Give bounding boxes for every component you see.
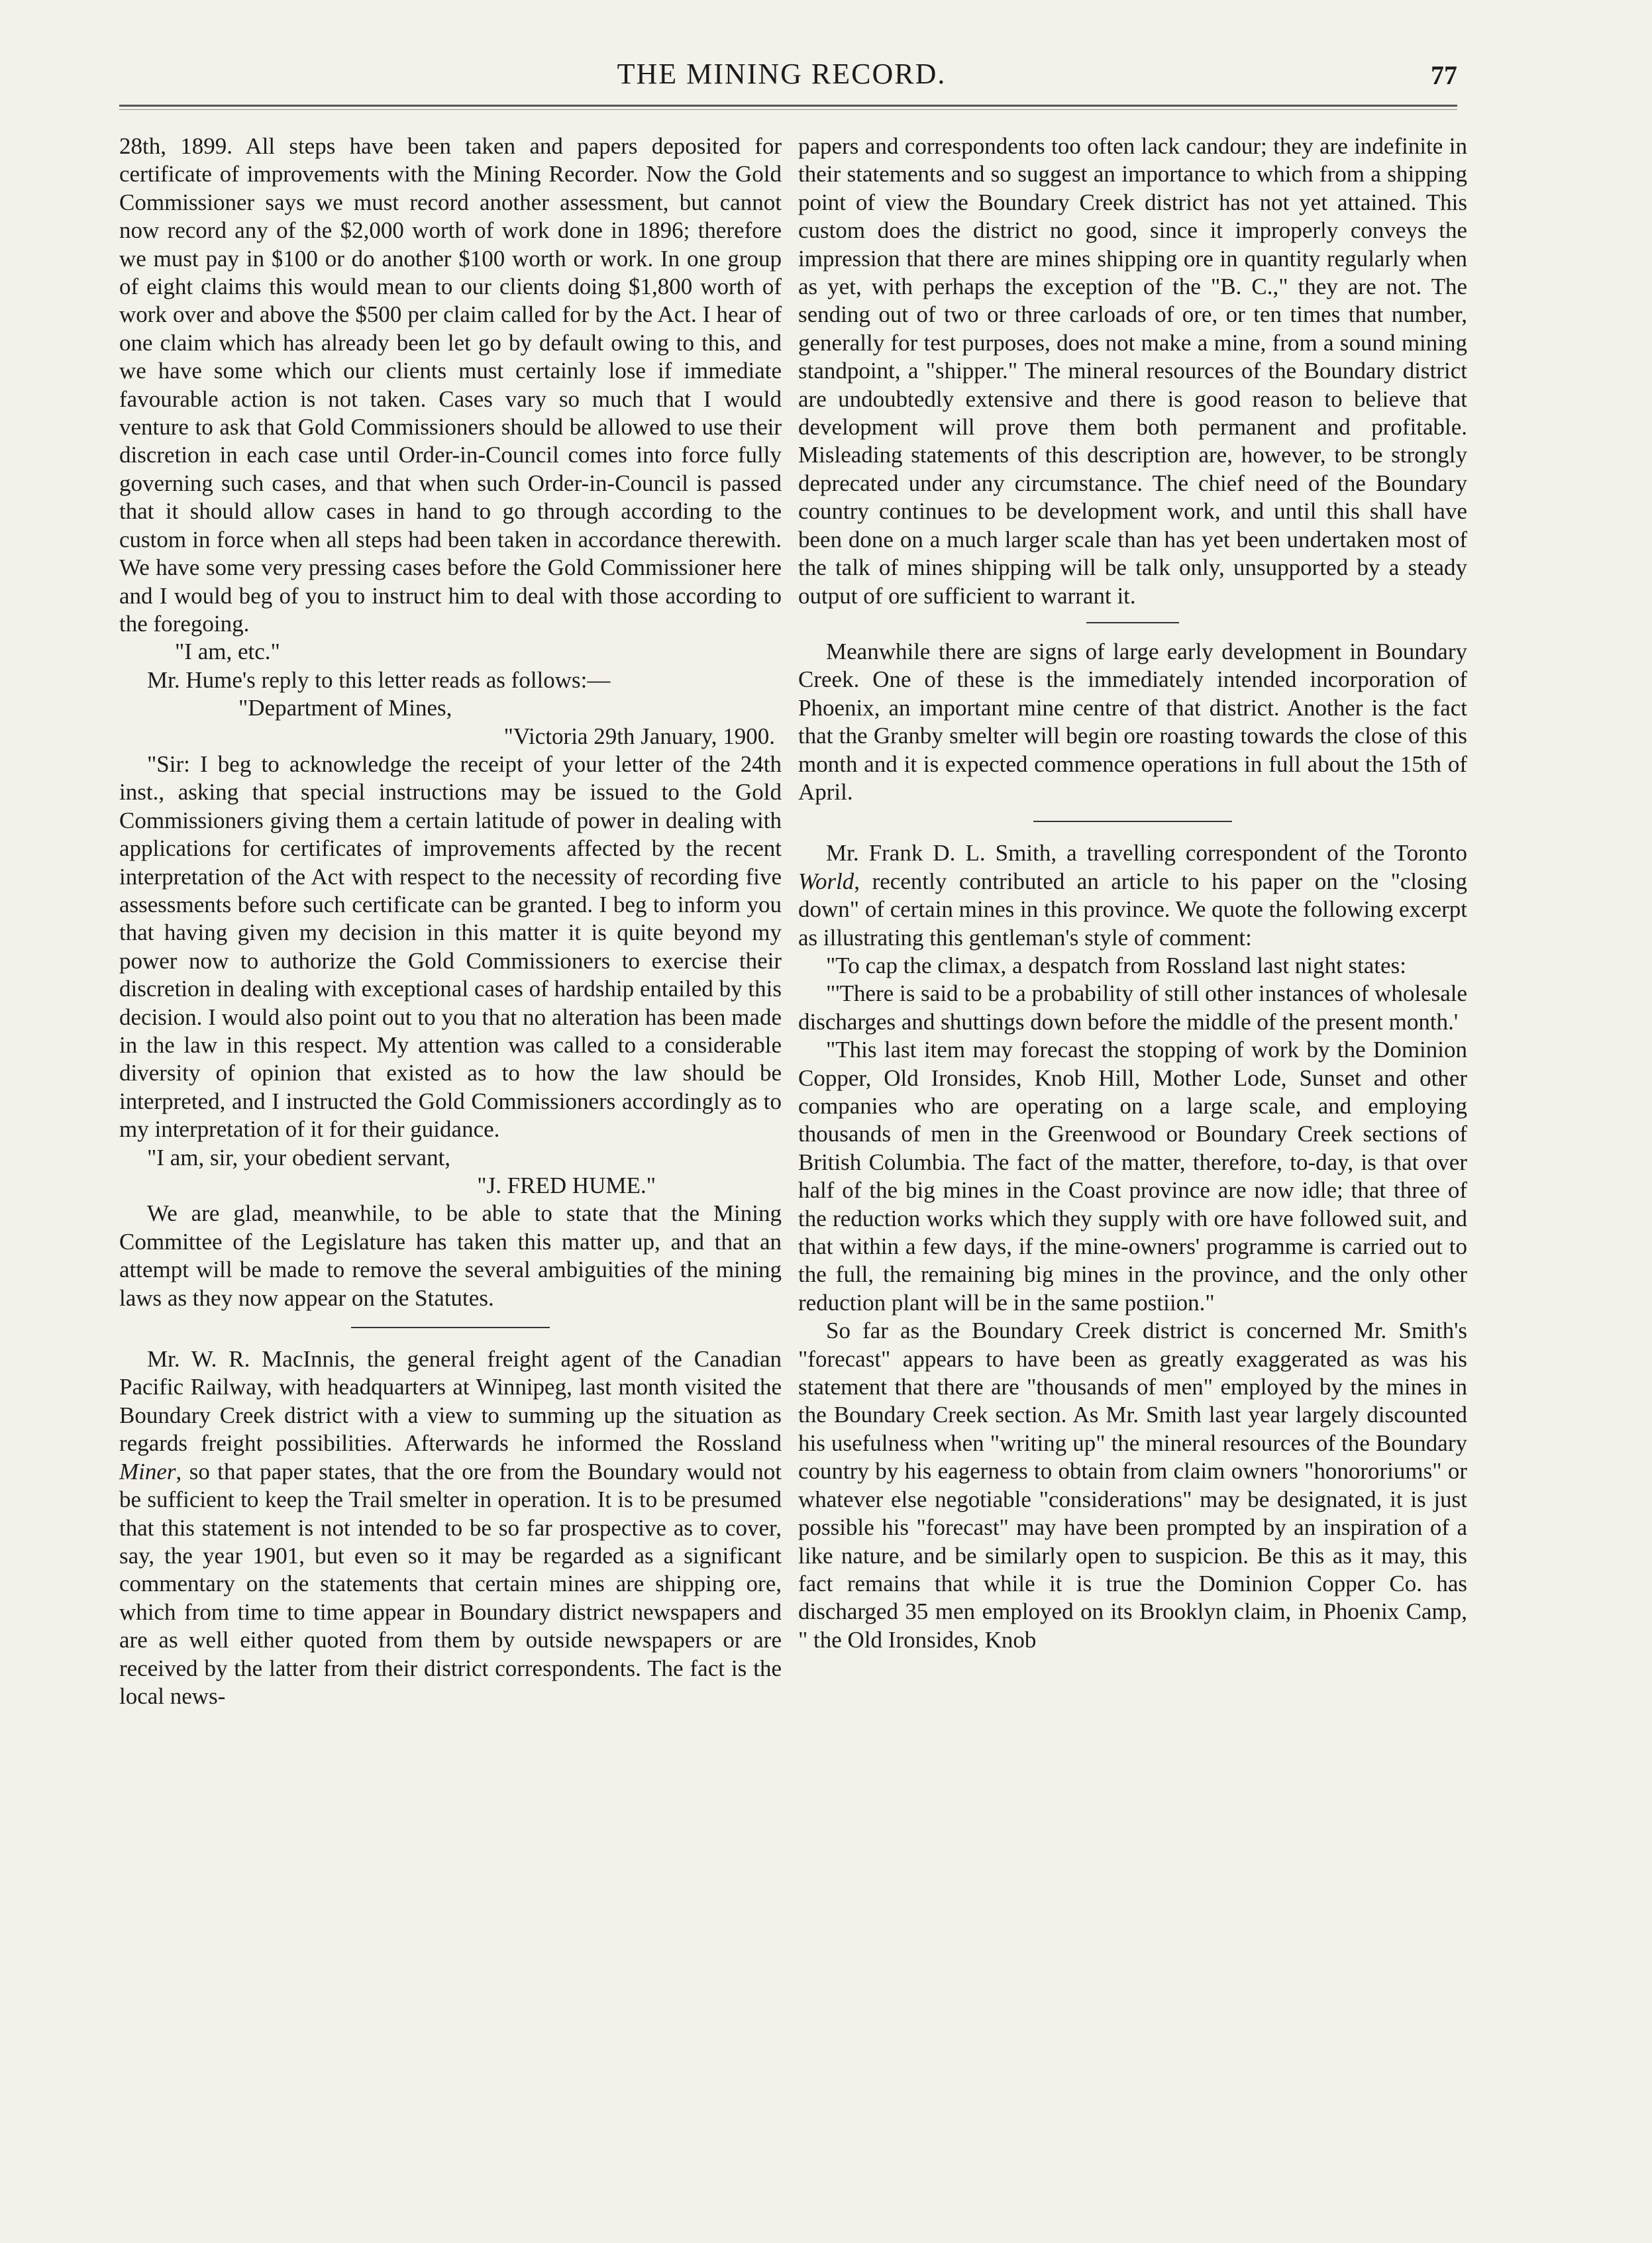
- page-header: [106, 57, 1457, 103]
- signature-line: "J. FRED HUME.": [477, 1173, 656, 1199]
- paragraph: So far as the Boundary Creek district is concerned Mr. Smith's "forecast" appears to have been as greatly exaggerated as was his statement that there are "thousands of men" employed by the mines in the Boundary Creek section. As Mr. Smith last year largely discounted his usefulness when "writing up" the mineral resources of the Boundary country by his eagerness to obtain from claim owners "honororiums" or whatever else negotiable "considerations" may be designated, it is just possible his "forecast" may have been prompted by an inspiration of a like nature, and be similarly open to suspicion. Be this as it may, this fact remains that while it is true the Dominion Copper Co. has discharged 35 men employed on its Brooklyn claim, in Phoenix Camp, " the Old Ironsides, Knob: [798, 1318, 1467, 1653]
- letter-body: "Sir: I beg to acknowledge the receipt of your letter of the 24th inst., asking that special instructions may be issued to the Gold Commissioners giving them a certain latitude of power in dealing with applications for certificates of improvements affected by the recent interpretation of the Act with respect to the necessity of recording five assessments before such certificate can be granted. I beg to inform you that having given my decision in this matter it is quite beyond my power now to authorize the Gold Commissioners to exercise their discretion in dealing with exceptional cases of hardship entailed by this decision. I would also point out to you that no alteration has been made in the law in this respect. My attention was called to a considerable diversity of opinion that existed as to how the law should be interpreted, and I instructed the Gold Commissioners accordingly as to my interpretation of it for their guidance.: [119, 751, 782, 1143]
- quote-line: "To cap the climax, a despatch from Rossland last night states:: [826, 952, 1406, 978]
- header-rule: [119, 105, 1457, 110]
- text-run: , recently contributed an article to his paper on the "closing down" of certain mines in this province. We quote the following excerpt as illustrating this gentleman's style of comment:: [798, 868, 1468, 951]
- section-divider: [1033, 821, 1232, 822]
- right-column: [798, 132, 1467, 1654]
- italic-text: Miner: [119, 1458, 176, 1485]
- closing-line: "I am, etc.": [175, 639, 280, 665]
- paragraph: [119, 1345, 782, 1710]
- quote-paragraph: "This last item may forecast the stopping of work by the Dominion Copper, Old Ironsides, Knob Hill, Mother Lode, Sunset and other companies who are operating on a large scale, and employing thousands of men in the Greenwood or Boundary Creek sections of British Columbia. The fact of the matter, therefore, to-day, is that over half of the big mines in the Coast province are now idle; that three of the reduction works which they supply with ore have followed suit, and that within a few days, if the mine-owners' programme is carried out to the full, the remaining big mines in the province, and the only other reduction plant will be in the same postiion.": [798, 1037, 1467, 1316]
- paragraph: We are glad, meanwhile, to be able to state that the Mining Committee of the Legislature has taken this matter up, and that an attempt will be made to remove the several ambiguities of the mining laws as they now appear on the Statutes.: [119, 1200, 782, 1311]
- left-column: [119, 132, 782, 1710]
- text-run: , so that paper states, that the ore from the Boundary would not be sufficient to keep the Trail smelter in operation. It is to be presumed that this statement is not intended to be so far prospective as to cover, say, the year 1901, but even so it may be regarded as a significant commentary on the statements that certain mines are shipping ore, which from time to time appear in Boundary district newspapers and are as well either quoted from them by outside newspapers or are received by the latter from their district correspondents. The fact is the local news-: [119, 1458, 782, 1709]
- address-line: "Department of Mines,: [238, 695, 452, 721]
- paragraph: Mr. Hume's reply to this letter reads as follows:—: [147, 666, 611, 693]
- page-number: 77: [1431, 60, 1457, 90]
- date-line: "Victoria 29th January, 1900.: [503, 723, 775, 749]
- paragraph: 28th, 1899. All steps have been taken and papers deposited for certificate of improvements with the Mining Recorder. Now the Gold Commissioner says we must record another assessment, but cannot now record any of the $2,000 worth of work done in 1896; therefore we must pay in $100 or do another $100 worth or work. In one group of eight claims this would mean to our clients doing $1,800 worth of work over and above the $500 per claim called for by the Act. I hear of one claim which has already been let go by default owing to this, and we have some which our clients must certainly lose if immediate favourable action is not taken. Cases vary so much that I would venture to ask that Gold Commissioners should be allowed to use their discretion in each case until Order-in-Council comes into force fully governing such cases, and that when such Order-in-Council is passed that it should allow cases in hand to go through according to the custom in force when all steps had been taken in accordance therewith. We have some very pressing cases before the Gold Commissioner here and I would beg of you to instruct him to deal with those according to the foregoing.: [119, 133, 782, 637]
- quote-line: "'There is said to be a probability of still other instances of wholesale discharges and shuttings down before the middle of the present month.': [798, 980, 1467, 1035]
- paragraph: Meanwhile there are signs of large early development in Boundary Creek. One of these is the immediately intended incorporation of Phoenix, an important mine centre of that district. Another is the fact that the Granby smelter will begin ore roasting towards the close of this month and it is expected commence operations in full about the 15th of April.: [798, 638, 1467, 805]
- text-run: Mr. Frank D. L. Smith, a travelling correspondent of the Toronto: [826, 840, 1467, 866]
- paragraph: [798, 839, 1467, 952]
- running-title: THE MINING RECORD.: [617, 58, 947, 90]
- italic-text: World: [798, 868, 854, 894]
- section-divider: [1086, 622, 1179, 623]
- section-divider: [351, 1327, 550, 1328]
- paragraph: papers and correspondents too often lack candour; they are indefinite in their statements and so suggest an importance to which from a shipping point of view the Boundary Creek district has not yet attained. This custom does the district no good, since it improperly conveys the impression that there are mines shipping ore in quantity regularly when as yet, with perhaps the exception of the "B. C.," they are not. The sending out of two or three carloads of ore, or ten times that number, generally for test purposes, does not make a mine, from a sound mining standpoint, a "shipper." The mineral resources of the Boundary district are undoubtedly extensive and there is good reason to believe that development will prove them both permanent and profitable. Misleading statements of this description are, however, to be strongly deprecated under any circumstance. The chief need of the Boundary country continues to be development work, and until this shall have been done on a much larger scale than has yet been undertaken most of the talk of mines shipping will be talk only, unsupported by a steady output of ore sufficient to warrant it.: [798, 133, 1467, 609]
- text-run: Mr. W. R. MacInnis, the general freight agent of the Canadian Pacific Railway, with headquarters at Winnipeg, last month visited the Boundary Creek district with a view to summing up the situation as regards freight possibilities. Afterwards he informed the Rossland: [119, 1346, 782, 1457]
- closing-line: "I am, sir, your obedient servant,: [147, 1144, 451, 1171]
